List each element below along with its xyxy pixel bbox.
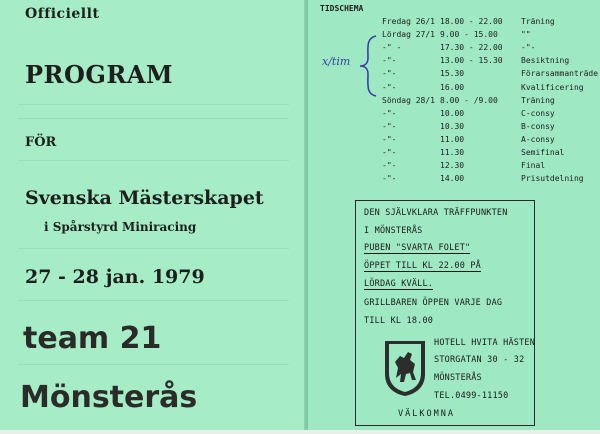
schedule-event: Final bbox=[521, 161, 546, 171]
schedule-event: C-consy bbox=[521, 108, 555, 118]
schedule-event: B-consy bbox=[521, 121, 555, 131]
schedule-row bbox=[0, 148, 600, 161]
schedule-day: -"- bbox=[382, 56, 397, 66]
city-name: Mönsterås bbox=[20, 380, 198, 415]
ad-town: MÖNSTERÅS bbox=[434, 373, 482, 383]
for-label: FÖR bbox=[25, 135, 57, 150]
team-name: team 21 bbox=[23, 321, 162, 356]
ad-line-1: DEN SJÄLVKLARA TRÄFFPUNKTEN bbox=[364, 208, 508, 218]
schedule-day: -" - bbox=[382, 43, 402, 53]
schedule-heading: TIDSCHEMA bbox=[320, 4, 364, 13]
horse-crest-icon bbox=[382, 338, 428, 398]
schedule-day: Lördag 27/1 bbox=[382, 30, 435, 40]
ad-street: STORGATAN 30 - 32 bbox=[434, 355, 525, 365]
schedule-day: -"- bbox=[382, 134, 397, 144]
event-title: Svenska Mästerskapet bbox=[25, 187, 264, 209]
schedule-row bbox=[0, 161, 600, 174]
ad-welcome: VÄLKOMNA bbox=[398, 409, 455, 419]
schedule-row bbox=[0, 17, 600, 30]
ad-line-5: LÖRDAG KVÄLL. bbox=[364, 279, 434, 289]
schedule-event: A-consy bbox=[521, 134, 555, 144]
schedule-time: 10.00 bbox=[440, 108, 465, 118]
schedule-row bbox=[0, 83, 600, 96]
schedule-row bbox=[0, 135, 600, 148]
schedule-time: 14.00 bbox=[440, 174, 465, 184]
schedule-time: 12.30 bbox=[440, 161, 465, 171]
schedule-time: 16.00 bbox=[440, 82, 465, 92]
schedule-row bbox=[0, 30, 600, 43]
schedule-row bbox=[0, 43, 600, 56]
event-subtitle: i Spårstyrd Miniracing bbox=[44, 220, 197, 234]
schedule-day: -"- bbox=[382, 82, 397, 92]
schedule-event: Förarsammanträde bbox=[521, 69, 599, 79]
schedule-day: -"- bbox=[382, 161, 397, 171]
ad-hotel: HOTELL HVITA HÄSTEN bbox=[434, 338, 536, 348]
handwritten-note: x/tim bbox=[322, 55, 351, 68]
official-label: Officiellt bbox=[25, 6, 100, 22]
schedule-event: -"- bbox=[521, 43, 536, 53]
ad-line-2: I MÖNSTERÅS bbox=[364, 226, 423, 236]
ad-line-6: GRILLBAREN ÖPPEN VARJE DAG bbox=[364, 298, 503, 308]
schedule-row bbox=[0, 69, 600, 82]
schedule-time: 11.30 bbox=[440, 148, 465, 157]
schedule-event: Semifinal bbox=[521, 148, 565, 157]
schedule-row bbox=[0, 96, 600, 109]
schedule-time: 9.00 - 15.00 bbox=[440, 30, 498, 40]
ad-line-4: ÖPPET TILL KL 22.00 PÅ bbox=[364, 261, 481, 271]
schedule-time: 10.30 bbox=[440, 121, 465, 131]
schedule-event: Träning bbox=[521, 17, 555, 26]
schedule-event: Träning bbox=[521, 95, 555, 105]
bottom-edge bbox=[0, 430, 600, 434]
schedule-day: Söndag 28/1 bbox=[382, 95, 435, 105]
ad-line-7: TILL KL 18.00 bbox=[364, 316, 434, 326]
schedule-event: "" bbox=[521, 30, 531, 40]
schedule-day: -"- bbox=[382, 108, 397, 118]
schedule-row bbox=[0, 122, 600, 135]
schedule-row bbox=[0, 109, 600, 122]
schedule-event: Kvalificering bbox=[521, 82, 584, 92]
schedule-day: -"- bbox=[382, 148, 397, 157]
ad-pub-name: PUBEN "SVARTA FOLET" bbox=[364, 243, 471, 253]
schedule-event: Prisutdelning bbox=[521, 174, 584, 184]
schedule-time: 8.00 - /9.00 bbox=[440, 95, 498, 105]
program-title: PROGRAM bbox=[25, 60, 174, 89]
schedule-event: Besiktning bbox=[521, 56, 570, 66]
event-dates: 27 - 28 jan. 1979 bbox=[25, 266, 205, 288]
schedule-time: 18.00 - 22.00 bbox=[440, 17, 503, 26]
schedule-time: 13.00 - 15.30 bbox=[440, 56, 503, 66]
schedule-day: -"- bbox=[382, 121, 397, 131]
schedule-day: -"- bbox=[382, 69, 397, 79]
schedule-time: 15.30 bbox=[440, 69, 465, 79]
schedule-day: -"- bbox=[382, 174, 397, 184]
schedule-row bbox=[0, 56, 600, 69]
schedule-time: 17.30 - 22.00 bbox=[440, 43, 503, 53]
ad-phone: TEL.0499-11150 bbox=[434, 391, 509, 401]
schedule-day: Fredag 26/1 bbox=[382, 17, 435, 26]
schedule-row bbox=[0, 174, 600, 187]
schedule-time: 11.00 bbox=[440, 134, 465, 144]
